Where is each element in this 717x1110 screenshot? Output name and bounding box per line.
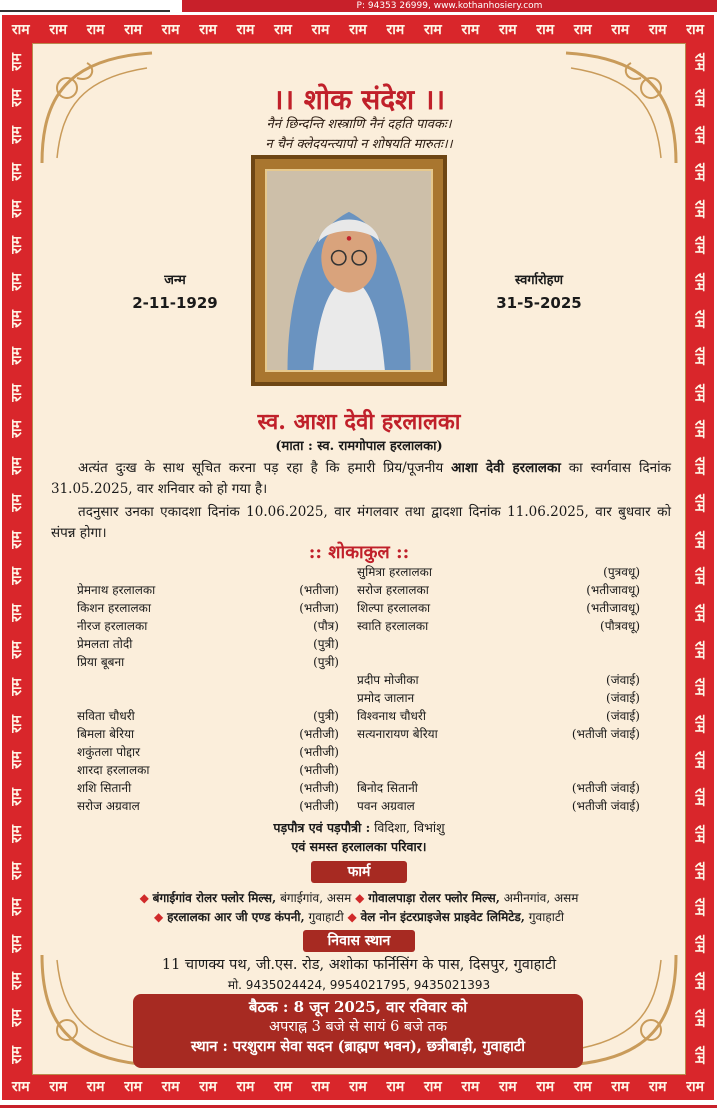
ram-word: राम bbox=[8, 89, 25, 108]
ram-word: राम bbox=[8, 972, 25, 990]
family-member-relation: (भतीजी) bbox=[299, 781, 339, 795]
ram-word: राम bbox=[573, 21, 592, 38]
bottom-rule bbox=[0, 1105, 717, 1108]
family-member-row bbox=[77, 761, 339, 779]
ram-word: राम bbox=[161, 1078, 180, 1095]
family-member-name: शशि सितानी bbox=[77, 781, 132, 795]
family-member-relation: (भतीजी) bbox=[299, 727, 339, 741]
ram-word: राम bbox=[161, 21, 180, 38]
ram-word: राम bbox=[8, 751, 25, 770]
residence-address: 11 चाणक्य पथ, जी.एस. रोड, अशोका फर्निसिंग के पास, दिसपुर, गुवाहाटी bbox=[161, 957, 557, 973]
ram-word: राम bbox=[8, 788, 25, 806]
family-member-relation: (भतीजा) bbox=[299, 601, 339, 615]
family-member-row bbox=[77, 707, 339, 725]
family-member-row bbox=[357, 635, 640, 653]
family-member-relation: (पुत्री) bbox=[313, 709, 339, 723]
family-member-row bbox=[357, 797, 640, 815]
diamond-bullet-icon: ◆ bbox=[139, 891, 149, 905]
family-member-row bbox=[77, 743, 339, 761]
ram-word: राम bbox=[349, 1078, 367, 1095]
ram-word: राम bbox=[691, 1008, 708, 1027]
ram-word: राम bbox=[386, 1078, 405, 1095]
ram-word: राम bbox=[573, 1078, 592, 1095]
ram-word: राम bbox=[311, 21, 330, 38]
ram-word: राम bbox=[8, 236, 25, 255]
ram-word: राम bbox=[124, 21, 142, 38]
grandchildren-label: पड़पौत्र एवं पड़पौत्री : bbox=[273, 820, 371, 835]
family-member-row bbox=[77, 689, 339, 707]
firm-3-place: गुवाहाटी bbox=[308, 910, 344, 924]
ram-word: राम bbox=[311, 1078, 330, 1095]
family-member-name: बिनोद सितानी bbox=[357, 781, 418, 795]
ram-word: राम bbox=[124, 1078, 142, 1095]
family-member-name: प्रेमनाथ हरलालका bbox=[77, 583, 156, 597]
ram-word: राम bbox=[8, 935, 25, 953]
ram-word: राम bbox=[691, 677, 708, 696]
family-member-relation: (भतीजी) bbox=[299, 799, 339, 813]
family-member-row bbox=[357, 761, 640, 779]
family-member-row bbox=[77, 635, 339, 653]
family-member-row bbox=[357, 599, 640, 617]
ram-word: राम bbox=[199, 21, 217, 38]
ram-word: राम bbox=[386, 21, 405, 38]
death-date: 31-5-2025 bbox=[496, 294, 582, 312]
ram-word: राम bbox=[648, 21, 667, 38]
family-closing: एवं समस्त हरलालका परिवार। bbox=[291, 839, 427, 854]
ram-word: राम bbox=[691, 457, 708, 475]
ram-word: राम bbox=[8, 1045, 25, 1064]
para2-text: तदनुसार उनका एकादशा दिनांक 10.06.2025, वार मंगलवार तथा द्वादशा दिनांक 11.06.2025, वार बुधवार को संपन्न होगा। bbox=[51, 504, 671, 541]
family-member-name: प्रेमलता तोदी bbox=[77, 637, 133, 651]
family-member-name: नीरज हरलालका bbox=[77, 619, 148, 633]
family-member-relation: (भतीजी जंवाई) bbox=[571, 727, 640, 741]
family-member-row bbox=[357, 689, 640, 707]
portrait-frame bbox=[251, 155, 447, 386]
portrait-photo bbox=[265, 169, 433, 372]
family-member-row bbox=[357, 779, 640, 797]
family-member-name: शिल्पा हरलालका bbox=[357, 601, 431, 615]
top-banner: P: 94353 26999, www.kothanhosiery.com bbox=[182, 0, 717, 12]
family-member-row bbox=[77, 581, 339, 599]
family-member-relation: (भतीजावधू) bbox=[586, 601, 640, 615]
ram-word: राम bbox=[8, 530, 25, 549]
ram-word: राम bbox=[691, 898, 708, 917]
ram-border-right bbox=[687, 43, 713, 1073]
family-member-row bbox=[357, 653, 640, 671]
family-member-name: सरोज हरलालका bbox=[357, 583, 429, 597]
ram-word: राम bbox=[8, 383, 25, 402]
ram-word: राम bbox=[691, 567, 708, 586]
para1-name: आशा देवी हरलालका bbox=[451, 460, 561, 476]
ram-word: राम bbox=[274, 1078, 292, 1095]
birth-label: जन्म bbox=[164, 273, 186, 288]
family-member-row bbox=[77, 797, 339, 815]
birth-block bbox=[115, 270, 235, 312]
grandchildren-line bbox=[33, 819, 685, 836]
ram-word: राम bbox=[648, 1078, 667, 1095]
ram-word: राम bbox=[8, 457, 25, 475]
ram-word: राम bbox=[691, 972, 708, 990]
family-member-name: स्वाति हरलालका bbox=[357, 619, 429, 633]
family-member-relation: (पौत्रवधू) bbox=[600, 619, 640, 633]
firm-line-2 bbox=[33, 908, 685, 925]
meeting-time: अपराह्न 3 बजे से सायं 6 बजे तक bbox=[269, 1019, 447, 1035]
firm-1-place: बंगाईगांव, असम bbox=[280, 891, 352, 905]
ram-word: राम bbox=[8, 126, 25, 144]
ram-word: राम bbox=[8, 567, 25, 586]
family-member-row bbox=[357, 581, 640, 599]
ram-word: राम bbox=[49, 21, 68, 38]
para1-end: का स्वर्गवास दिनांक 31.05.2025, वार शनिवार को हो गया है। bbox=[51, 460, 672, 497]
family-member-row bbox=[357, 671, 640, 689]
death-block bbox=[479, 270, 599, 312]
shloka-line-2: न चैनं क्लेदयन्त्यापो न शोषयति मारुतः।। bbox=[265, 137, 453, 152]
family-member-name: सविता चौधरी bbox=[77, 709, 135, 723]
ram-border-frame bbox=[2, 15, 714, 1100]
diamond-bullet-icon: ◆ bbox=[154, 910, 164, 924]
ram-word: राम bbox=[86, 1078, 105, 1095]
ram-word: राम bbox=[8, 346, 25, 365]
ram-word: राम bbox=[8, 898, 25, 917]
family-member-relation: (जंवाई) bbox=[606, 691, 640, 705]
meeting-venue: स्थान : परशुराम सेवा सदन (ब्राह्मण भवन), छत्रीबाड़ी, गुवाहाटी bbox=[191, 1038, 525, 1055]
ram-word: राम bbox=[461, 1078, 480, 1095]
ram-word: राम bbox=[236, 1078, 255, 1095]
family-member-relation: (पुत्री) bbox=[313, 655, 339, 669]
family-member-relation: (भतीजी जंवाई) bbox=[571, 781, 640, 795]
ram-word: राम bbox=[424, 1078, 442, 1095]
diamond-bullet-icon: ◆ bbox=[347, 910, 357, 924]
ram-word: राम bbox=[8, 861, 25, 880]
family-member-relation: (जंवाई) bbox=[606, 673, 640, 687]
ram-word: राम bbox=[8, 604, 25, 622]
family-member-name: सत्यनारायण बेरिया bbox=[357, 727, 438, 741]
ram-word: राम bbox=[8, 1008, 25, 1027]
family-member-row bbox=[357, 563, 640, 581]
ram-word: राम bbox=[8, 824, 25, 843]
ritual-paragraph bbox=[51, 502, 671, 544]
ram-word: राम bbox=[691, 530, 708, 549]
ram-word: राम bbox=[498, 1078, 517, 1095]
ram-word: राम bbox=[424, 21, 442, 38]
death-label: स्वर्गारोहण bbox=[515, 273, 563, 288]
meeting-box bbox=[133, 994, 583, 1068]
ram-word: राम bbox=[691, 420, 708, 439]
ram-word: राम bbox=[236, 21, 255, 38]
family-member-name: सुमित्रा हरलालका bbox=[357, 565, 432, 579]
ram-word: राम bbox=[8, 309, 25, 328]
ram-word: राम bbox=[691, 126, 708, 144]
ram-word: राम bbox=[611, 21, 630, 38]
ram-word: राम bbox=[199, 1078, 217, 1095]
residence-label: निवास स्थान bbox=[303, 930, 415, 952]
family-member-relation: (पुत्री) bbox=[313, 637, 339, 651]
ram-word: राम bbox=[498, 21, 517, 38]
family-member-row bbox=[357, 707, 640, 725]
family-member-row bbox=[77, 617, 339, 635]
ram-word: राम bbox=[691, 861, 708, 880]
page-title: ।। शोक संदेश ।। bbox=[272, 83, 446, 116]
family-member-name: बिमला बेरिया bbox=[77, 727, 135, 741]
family-member-row bbox=[357, 617, 640, 635]
ram-word: राम bbox=[536, 21, 555, 38]
ram-word: राम bbox=[11, 21, 30, 38]
ram-word: राम bbox=[691, 493, 708, 512]
ram-word: राम bbox=[691, 714, 708, 733]
family-member-name: सरोज अग्रवाल bbox=[77, 799, 140, 813]
firm-3-name: हरलालका आर जी एण्ड कंपनी, bbox=[167, 910, 305, 924]
firm-4-place: गुवाहाटी bbox=[528, 910, 564, 924]
family-member-row bbox=[77, 599, 339, 617]
mother-of-line: (माता : स्व. रामगोपाल हरलालका) bbox=[275, 439, 443, 454]
ram-word: राम bbox=[691, 824, 708, 843]
ram-word: राम bbox=[611, 1078, 630, 1095]
ram-word: राम bbox=[691, 604, 708, 622]
family-member-row bbox=[357, 725, 640, 743]
family-member-relation: (भतीजी) bbox=[299, 763, 339, 777]
firm-line-1 bbox=[33, 889, 685, 906]
family-member-relation: (भतीजी जंवाई) bbox=[571, 799, 640, 813]
ram-word: राम bbox=[86, 21, 105, 38]
ram-word: राम bbox=[8, 273, 25, 291]
ram-word: राम bbox=[536, 1078, 555, 1095]
family-member-name: शकुंतला पोद्दार bbox=[77, 745, 141, 759]
family-member-name: पवन अग्रवाल bbox=[357, 799, 415, 813]
family-member-relation: (भतीजावधू) bbox=[586, 583, 640, 597]
ram-word: राम bbox=[461, 21, 480, 38]
ram-word: राम bbox=[8, 420, 25, 439]
diamond-bullet-icon: ◆ bbox=[355, 891, 365, 905]
family-member-name: किशन हरलालका bbox=[77, 601, 151, 615]
firm-4-name: वेल नोन इंटरप्राइजेस प्राइवेट लिमिटेड, bbox=[360, 910, 525, 924]
ram-border-left bbox=[3, 43, 29, 1073]
announcement-paragraph bbox=[51, 458, 671, 500]
ram-word: राम bbox=[8, 493, 25, 512]
top-rule bbox=[0, 10, 170, 12]
family-member-name: विश्वनाथ चौधरी bbox=[357, 709, 426, 723]
residence-phones: मो. 9435024424, 9954021795, 9435021393 bbox=[227, 978, 491, 992]
ram-word: राम bbox=[691, 383, 708, 402]
firm-1-name: बंगाईगांव रोलर फ्लोर मिल्स, bbox=[152, 891, 277, 905]
firm-label: फार्म bbox=[311, 861, 407, 883]
ram-word: राम bbox=[8, 162, 25, 181]
meeting-date: बैठक : 8 जून 2025, वार रविवार को bbox=[248, 998, 468, 1016]
firm-2-name: गोवालपाड़ा रोलर फ्लोर मिल्स, bbox=[368, 891, 500, 905]
ram-word: राम bbox=[686, 1078, 705, 1095]
firm-2-place: अमीनगांव, असम bbox=[503, 891, 579, 905]
grandchildren-names: विदिशा, विभांशु bbox=[374, 820, 445, 835]
family-member-name: प्रिया बूबना bbox=[77, 655, 125, 669]
family-member-relation: (भतीजी) bbox=[299, 745, 339, 759]
ram-word: राम bbox=[691, 273, 708, 291]
ram-word: राम bbox=[691, 236, 708, 255]
family-member-relation: (जंवाई) bbox=[606, 709, 640, 723]
ram-word: राम bbox=[691, 199, 708, 218]
family-heading: :: शोकाकुल :: bbox=[308, 542, 410, 563]
ram-word: राम bbox=[691, 788, 708, 806]
ram-word: राम bbox=[8, 641, 25, 659]
family-member-row bbox=[77, 653, 339, 671]
family-member-relation: (पौत्र) bbox=[313, 619, 339, 633]
para1-start: अत्यंत दुःख के साथ सूचित करना पड़ रहा है कि हमारी प्रिय/पूजनीय bbox=[78, 460, 444, 476]
ram-word: राम bbox=[691, 346, 708, 365]
ram-word: राम bbox=[691, 309, 708, 328]
ram-word: राम bbox=[691, 935, 708, 953]
family-member-row bbox=[77, 563, 339, 581]
ram-word: राम bbox=[8, 714, 25, 733]
ram-border-top bbox=[2, 17, 714, 41]
ram-word: राम bbox=[686, 21, 705, 38]
ram-word: राम bbox=[349, 21, 367, 38]
ram-word: राम bbox=[8, 199, 25, 218]
family-member-row bbox=[77, 779, 339, 797]
shloka-line-1: नैनं छिन्दन्ति शस्त्राणि नैनं दहति पावकः। bbox=[266, 117, 452, 132]
ram-word: राम bbox=[691, 52, 708, 71]
ram-word: राम bbox=[11, 1078, 30, 1095]
birth-date: 2-11-1929 bbox=[132, 294, 218, 312]
ram-word: राम bbox=[691, 751, 708, 770]
ram-word: राम bbox=[691, 1045, 708, 1064]
ram-word: राम bbox=[49, 1078, 68, 1095]
family-member-row bbox=[357, 743, 640, 761]
ram-word: राम bbox=[691, 89, 708, 108]
ram-word: राम bbox=[8, 677, 25, 696]
ram-word: राम bbox=[274, 21, 292, 38]
family-member-name: प्रदीप मोजीका bbox=[357, 673, 419, 687]
ram-word: राम bbox=[691, 641, 708, 659]
deceased-name: स्व. आशा देवी हरलालका bbox=[257, 409, 461, 435]
family-member-row bbox=[77, 671, 339, 689]
family-member-row bbox=[77, 725, 339, 743]
ram-word: राम bbox=[691, 162, 708, 181]
ram-word: राम bbox=[8, 52, 25, 71]
family-member-relation: (पुत्रवधू) bbox=[603, 565, 640, 579]
ram-border-bottom bbox=[2, 1074, 714, 1098]
notice-panel bbox=[32, 43, 686, 1075]
family-member-name: शारदा हरलालका bbox=[77, 763, 150, 777]
family-member-name: प्रमोद जालान bbox=[357, 691, 415, 705]
family-member-relation: (भतीजा) bbox=[299, 583, 339, 597]
